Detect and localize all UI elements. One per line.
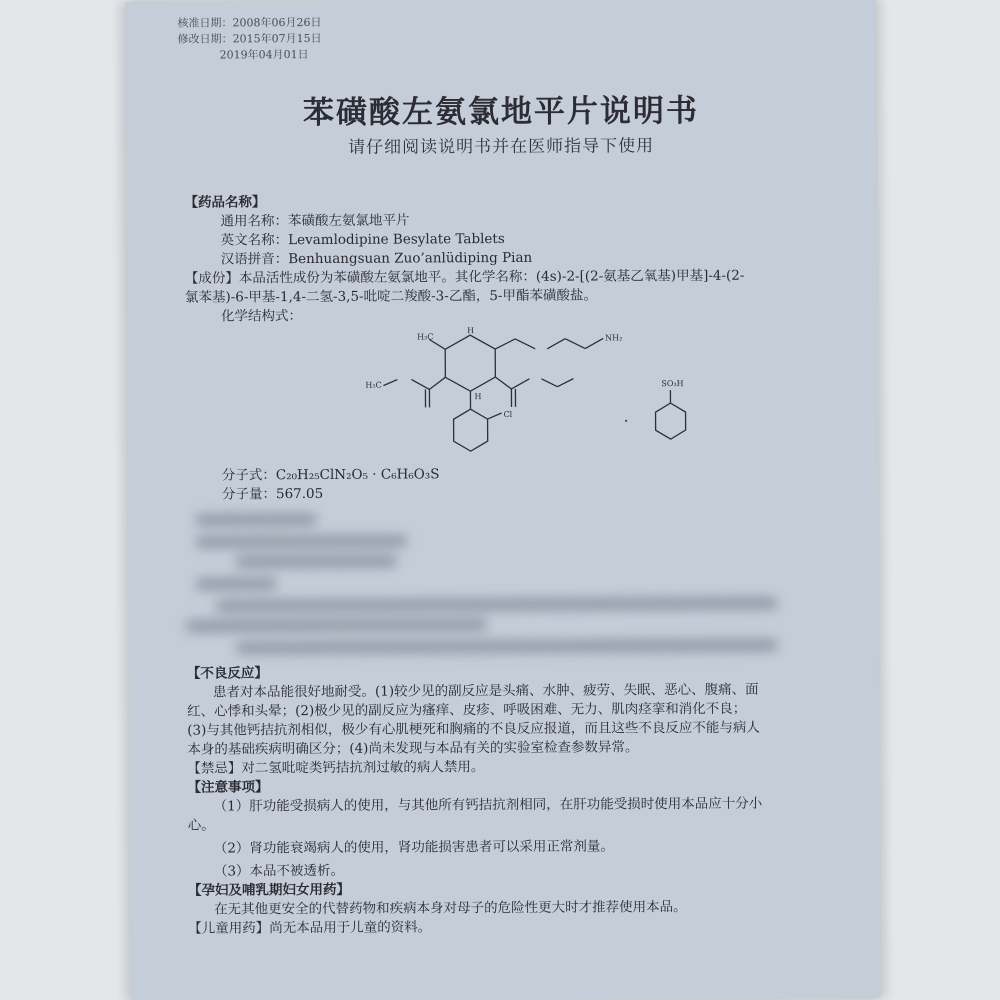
molecular-formula: 分子式：C₂₀H₂₅ClN₂O₅ · C₆H₆O₃S xyxy=(221,466,440,484)
date-block xyxy=(177,15,321,64)
adverse-heading: 【不良反应】 xyxy=(186,665,268,682)
benzene-ring xyxy=(655,403,685,439)
adverse-line-2: 红、心悸和头晕；(2)极少见的副反应为瘙痒、皮疹、呼吸困难、无力、肌肉痉挛和消化不良； xyxy=(187,700,747,720)
chlorophenyl-ring xyxy=(454,409,488,451)
pregnancy-text: 在无其他更安全的代替药物和疾病本身对母子的危险性更大时才推荐使用本品。 xyxy=(214,899,687,918)
label-methyl-ester: H₃C xyxy=(365,380,382,390)
redacted-section xyxy=(176,505,823,658)
approval-date: 核准日期：2008年06月26日 xyxy=(177,15,322,30)
precautions-heading: 【注意事项】 xyxy=(187,779,269,796)
adverse-line-4: 本身的基础疾病明确区分；(4)尚未发现与本品有关的实验室检查参数异常。 xyxy=(187,739,639,758)
contraindication: 【禁忌】对二氢吡啶类钙拮抗剂过敏的病人禁用。 xyxy=(187,759,485,777)
composition-line-1: 【成份】本品活性成份为苯磺酸左氨氯地平。其化学名称：(4s)-2-[(2-氨基乙氧基)甲基]-4-(2- xyxy=(184,267,745,287)
adverse-line-3: (3)与其他钙拮抗剂相似，极少有心肌梗死和胸痛的不良反应报道，而且这些不良反应不能与病人 xyxy=(187,719,760,739)
label-so3h: SO₃H xyxy=(661,379,684,389)
pediatric-use: 【儿童用药】尚无本品用于儿童的资料。 xyxy=(188,919,432,937)
molecular-weight: 分子量：567.05 xyxy=(221,485,324,503)
structure-diagram xyxy=(325,326,706,466)
leaflet-paper xyxy=(125,0,880,1000)
label-h3c-top: H₃C xyxy=(417,332,434,342)
pregnancy-heading: 【孕妇及哺乳期妇女用药】 xyxy=(187,881,351,899)
label-nh: H xyxy=(467,326,475,336)
salt-dot: · xyxy=(623,411,629,431)
label-nh2: NH₂ xyxy=(605,333,623,343)
pinyin-name: 汉语拼音：Benhuangsuan Zuo’anlüdiping Pian xyxy=(220,249,533,268)
structure-label: 化学结构式： xyxy=(220,308,303,325)
precaution-2: （2）肾功能衰竭病人的使用，肾功能损害患者可以采用正常剂量。 xyxy=(213,838,614,857)
label-h: H xyxy=(474,392,482,402)
drug-name-heading: 【药品名称】 xyxy=(184,194,266,211)
chemical-structure xyxy=(185,325,822,466)
adverse-line-1: 患者对本品能很好地耐受。(1)较少见的副反应是头痛、水肿、疲劳、失眠、恶心、腹痛、面 xyxy=(212,681,759,701)
document-subtitle: 请仔细阅读说明书并在医师指导下使用 xyxy=(348,136,655,158)
precaution-1: （1）肝功能受损病人的使用，与其他所有钙拮抗剂相同，在肝功能受损时使用本品应十分小 xyxy=(213,795,763,815)
dihydropyridine-ring xyxy=(445,335,495,391)
composition-line-2: 氯苯基)-6-甲基-1,4-二氢-3,5-吡啶二羧酸-3-乙酯，5-甲酯苯磺酸盐。 xyxy=(184,287,598,306)
generic-name: 通用名称：苯磺酸左氨氯地平片 xyxy=(220,212,410,230)
english-name: 英文名称：Levamlodipine Besylate Tablets xyxy=(220,230,505,249)
label-cl: Cl xyxy=(503,409,513,419)
document-title: 苯磺酸左氨氯地平片说明书 xyxy=(302,92,700,132)
precaution-3: （3）本品不被透析。 xyxy=(213,862,345,880)
revision-date: 修改日期：2015年07月15日 xyxy=(177,31,322,46)
precaution-1-cont: 心。 xyxy=(187,817,215,834)
leaflet-body xyxy=(184,190,824,938)
revision-date-2: 2019年04月01日 xyxy=(219,48,309,62)
